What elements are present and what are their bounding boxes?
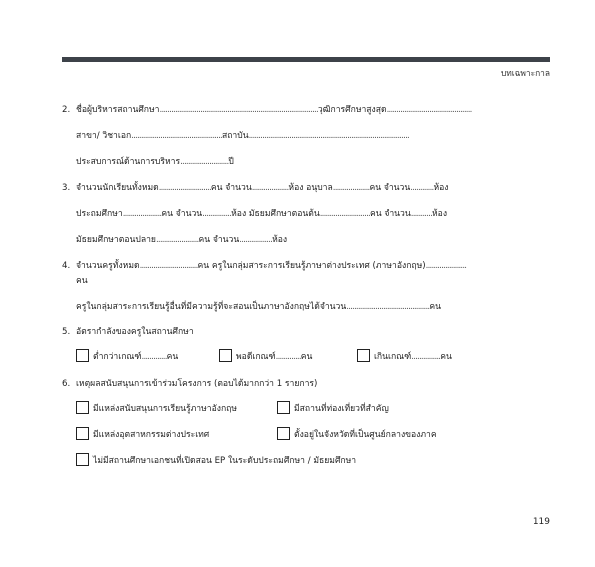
q5-option-unit: คน	[440, 352, 452, 362]
checkbox[interactable]	[76, 349, 89, 362]
q5-option-label: เกินเกณฑ์	[374, 352, 412, 362]
q6-option-4[interactable]	[277, 427, 437, 441]
q6-option-5[interactable]	[76, 453, 356, 467]
q5-option-unit: คน	[300, 352, 313, 362]
q3-kindergarten-rooms-field[interactable]: ............	[410, 183, 434, 193]
q2-major-field[interactable]: ...............................................	[131, 131, 222, 141]
q3-number: 3.	[62, 183, 71, 193]
q3-kindergarten-label: ห้อง อนุบาล	[288, 183, 333, 193]
q4-english-teachers-field[interactable]: .....................	[425, 261, 467, 271]
q4-total-teachers-label: จำนวนครูทั้งหมด	[76, 261, 140, 271]
q4-total-teachers-field[interactable]: ..............................	[139, 261, 198, 271]
checkbox[interactable]	[76, 401, 89, 414]
q2-institution-label: สถาบัน	[221, 131, 249, 141]
q4-unit-text: คน	[76, 276, 88, 286]
checkbox[interactable]	[219, 349, 232, 362]
q2-admin-name-label: ชื่อผู้บริหารสถานศึกษา	[76, 105, 160, 115]
q4-unit-text: คน	[429, 302, 441, 312]
q4-row-1-cont	[62, 273, 564, 287]
q6-option-label: ไม่มีสถานศึกษาเอกชนที่เปิดสอน EP ในระดับประถมศึกษา / มัธยมศึกษา	[93, 456, 357, 466]
q2-row-3	[62, 154, 564, 168]
q5-option-label: ต่ำกว่าเกณฑ์	[93, 352, 142, 362]
q5-option-above[interactable]	[357, 349, 452, 363]
q5-option-below[interactable]	[76, 349, 178, 363]
q3-total-rooms-field[interactable]: ...................	[251, 183, 289, 193]
q3-unit-text: ห้อง	[432, 209, 448, 219]
q3-upper-secondary-students-field[interactable]: ......................	[155, 235, 199, 245]
q6-number: 6.	[62, 379, 71, 389]
q3-primary-students-field[interactable]: ....................	[122, 209, 162, 219]
q6-option-label: มีสถานที่ท่องเที่ยวที่สำคัญ	[294, 404, 389, 414]
checkbox[interactable]	[76, 453, 89, 466]
q5-option-field[interactable]: .............	[141, 352, 167, 362]
q6-option-label: มีแหล่งอุตสาหกรรมต่างประเทศ	[93, 430, 210, 440]
q3-upper-secondary-rooms-field[interactable]: .................	[239, 235, 273, 245]
q3-kindergarten-students-field[interactable]: ...................	[332, 183, 370, 193]
q4-other-teachers-field[interactable]: ...........................................	[346, 302, 430, 312]
q5-title: อัตรากำลังของครูในสถานศึกษา	[76, 327, 194, 337]
q3-unit-text: คน จำนวน	[198, 235, 240, 245]
q3-unit-text: คน จำนวน	[161, 209, 203, 219]
q3-upper-secondary-label: มัธยมศึกษาตอนปลาย	[76, 235, 156, 245]
q2-number: 2.	[62, 105, 71, 115]
q3-total-students-label: จำนวนนักเรียนทั้งหมด	[76, 183, 159, 193]
q3-primary-rooms-field[interactable]: ...............	[202, 209, 232, 219]
q2-experience-unit: ปี	[228, 157, 234, 167]
q3-row-2	[62, 206, 564, 220]
q6-option-3[interactable]	[76, 427, 209, 441]
q3-unit-text: คน จำนวน	[369, 183, 411, 193]
q2-experience-field[interactable]: .........................	[180, 157, 229, 167]
q6-option-label: ตั้งอยู่ในจังหวัดที่เป็นศูนย์กลางของภาค	[294, 430, 437, 440]
header-rule	[62, 57, 550, 62]
q6-title-row	[62, 376, 550, 390]
q3-unit-text: ห้อง	[272, 235, 288, 245]
page-number: 119	[532, 517, 550, 527]
checkbox[interactable]	[277, 427, 290, 440]
q5-option-field[interactable]: .............	[275, 352, 301, 362]
checkbox[interactable]	[357, 349, 370, 362]
q4-number: 4.	[62, 261, 71, 271]
q2-degree-label: วุฒิการศึกษาสูงสุด	[317, 105, 387, 115]
checkbox[interactable]	[76, 427, 89, 440]
q3-unit-text: คน จำนวน	[210, 183, 252, 193]
q5-option-unit: คน	[166, 352, 179, 362]
q5-title-row	[62, 324, 550, 338]
checkbox[interactable]	[277, 401, 290, 414]
q3-total-students-field[interactable]: ...........................	[158, 183, 211, 193]
q4-english-teachers-label: คน ครูในกลุ่มสาระการเรียนรู้ภาษาต่างประเทศ (ภาษาอังกฤษ)	[197, 261, 426, 271]
q4-other-teachers-label: ครูในกลุ่มสาระการเรียนรู้อื่นที่มีความรู้ที่จะสอนเป็นภาษาอังกฤษได้จำนวน	[76, 302, 347, 312]
q3-lower-secondary-rooms-field[interactable]: ...........	[410, 209, 433, 219]
q2-row-1	[62, 102, 550, 116]
q3-unit-text: ห้อง	[433, 183, 449, 193]
q3-primary-label: ประถมศึกษา	[76, 209, 123, 219]
q6-option-label: มีแหล่งสนับสนุนการเรียนรู้ภาษาอังกฤษ	[93, 404, 238, 414]
q6-option-1[interactable]	[76, 401, 237, 415]
q3-lower-secondary-students-field[interactable]: ..........................	[319, 209, 370, 219]
q3-row-1	[62, 180, 550, 194]
q4-row-2	[62, 299, 564, 313]
q2-row-2	[62, 128, 564, 142]
q5-option-label: พอดีเกณฑ์	[236, 352, 276, 362]
chapter-header: บทเฉพาะกาล	[500, 68, 550, 78]
q4-row-1	[62, 258, 550, 272]
q2-experience-label: ประสบการณ์ด้านการบริหาร	[76, 157, 181, 167]
q5-number: 5.	[62, 327, 71, 337]
q5-option-adequate[interactable]	[219, 349, 312, 363]
q5-option-field[interactable]: ...............	[411, 352, 441, 362]
q2-major-label: สาขา/ วิชาเอก	[76, 131, 132, 141]
q3-unit-text: คน จำนวน	[369, 209, 411, 219]
q3-row-3	[62, 232, 564, 246]
q6-option-2[interactable]	[277, 401, 389, 415]
q3-lower-secondary-label: ห้อง มัธยมศึกษาตอนต้น	[231, 209, 320, 219]
q6-title: เหตุผลสนับสนุนการเข้าร่วมโครงการ (ตอบได้มากกว่า 1 รายการ)	[76, 379, 318, 389]
q2-institution-field[interactable]: ...................................................................................	[248, 131, 409, 141]
q2-admin-name-field[interactable]: ..................................................................................	[159, 105, 318, 115]
q2-degree-field[interactable]: ............................................	[386, 105, 472, 115]
